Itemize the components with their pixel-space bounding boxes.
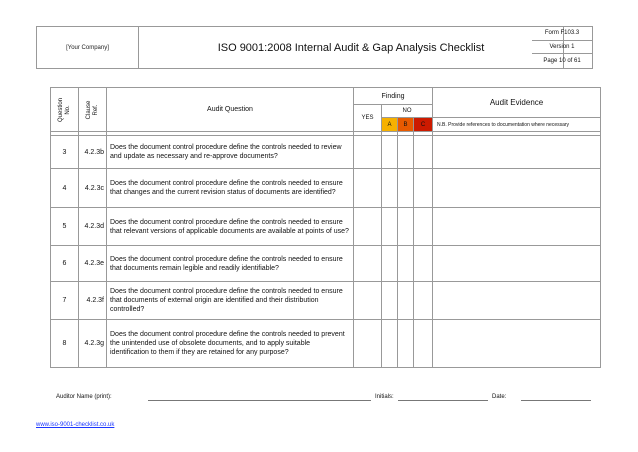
- question-number: 6: [51, 246, 79, 282]
- table-row: [51, 320, 601, 368]
- auditor-name-label: Auditor Name (print):: [56, 394, 112, 400]
- clause-ref: 4.2.3c: [79, 169, 107, 208]
- page-indicator: Page 10 of 61: [543, 58, 581, 65]
- audit-question: Does the document control procedure define the controls needed to ensure that changes and the current revision status of documents are identified?: [107, 169, 354, 208]
- question-number: 4: [51, 169, 79, 208]
- audit-question: Does the document control procedure define the controls needed to ensure that relevant versions of applicable documents are available at points of use?: [107, 208, 354, 246]
- evidence-cell[interactable]: [433, 136, 601, 169]
- grade-a-cell[interactable]: [382, 208, 398, 246]
- grade-b-header: B: [398, 118, 414, 132]
- no-header: NO: [382, 105, 433, 118]
- grade-b-cell[interactable]: [398, 208, 414, 246]
- grade-c-cell[interactable]: [414, 136, 433, 169]
- grade-b-cell[interactable]: [398, 246, 414, 282]
- question-number: 5: [51, 208, 79, 246]
- header-meta: [532, 27, 592, 68]
- clause-ref: 4.2.3e: [79, 246, 107, 282]
- company-name: [Your Company]: [37, 27, 139, 68]
- evidence-cell[interactable]: [433, 320, 601, 368]
- yes-cell[interactable]: [354, 282, 382, 320]
- clause-ref: 4.2.3g: [79, 320, 107, 368]
- audit-evidence-header: Audit Evidence: [433, 88, 601, 118]
- table-row: [51, 208, 601, 246]
- evidence-cell[interactable]: [433, 246, 601, 282]
- yes-cell[interactable]: [354, 246, 382, 282]
- yes-cell[interactable]: [354, 208, 382, 246]
- audit-checklist-table: [50, 87, 601, 368]
- evidence-cell[interactable]: [433, 208, 601, 246]
- grade-a-header: A: [382, 118, 398, 132]
- evidence-cell[interactable]: [433, 169, 601, 208]
- audit-question-header: Audit Question: [107, 88, 354, 132]
- website-link[interactable]: www.iso-9001-checklist.co.uk: [36, 422, 115, 428]
- grade-b-cell[interactable]: [398, 136, 414, 169]
- yes-cell[interactable]: [354, 169, 382, 208]
- clause-ref: 4.2.3d: [79, 208, 107, 246]
- grade-c-header: C: [414, 118, 433, 132]
- clause-ref-header-label: Clause Ref.: [85, 100, 99, 119]
- evidence-cell[interactable]: [433, 282, 601, 320]
- table-row: [51, 246, 601, 282]
- grade-a-cell[interactable]: [382, 246, 398, 282]
- initials-label: Initials:: [375, 394, 394, 400]
- grade-a-cell[interactable]: [382, 136, 398, 169]
- document-title: ISO 9001:2008 Internal Audit & Gap Analysis Checklist: [139, 27, 564, 68]
- question-number: 3: [51, 136, 79, 169]
- grade-b-cell[interactable]: [398, 169, 414, 208]
- finding-header: Finding: [354, 88, 433, 105]
- auditor-name-field[interactable]: [148, 400, 371, 401]
- clause-ref-header: [79, 88, 107, 132]
- grade-c-cell[interactable]: [414, 246, 433, 282]
- audit-question: Does the document control procedure define the controls needed to review and update as necessary and re-approve documents?: [107, 136, 354, 169]
- question-number: 7: [51, 282, 79, 320]
- audit-question: Does the document control procedure define the controls needed to ensure that documents of external origin are identified and their distribution controlled?: [107, 282, 354, 320]
- table-row: [51, 169, 601, 208]
- evidence-note: N.B. Provide references to documentation where necessary: [433, 118, 601, 132]
- audit-question: Does the document control procedure define the controls needed to ensure that documents remain legible and readily identifiable?: [107, 246, 354, 282]
- document-header: [36, 26, 593, 69]
- question-number: 8: [51, 320, 79, 368]
- grade-c-cell[interactable]: [414, 282, 433, 320]
- yes-cell[interactable]: [354, 136, 382, 169]
- question-no-header-label: Question No.: [57, 97, 71, 122]
- grade-b-cell[interactable]: [398, 320, 414, 368]
- clause-ref: 4.2.3b: [79, 136, 107, 169]
- clause-ref: 4.2.3f: [79, 282, 107, 320]
- grade-a-cell[interactable]: [382, 320, 398, 368]
- table-row: [51, 282, 601, 320]
- yes-cell[interactable]: [354, 320, 382, 368]
- grade-c-cell[interactable]: [414, 320, 433, 368]
- table-row: [51, 136, 601, 169]
- audit-question: Does the document control procedure define the controls needed to prevent the unintended use of obsolete documents, and to apply suitable identification to them if they are retained for any purpose?: [107, 320, 354, 368]
- date-label: Date:: [492, 394, 507, 400]
- date-field[interactable]: [521, 400, 591, 401]
- grade-a-cell[interactable]: [382, 282, 398, 320]
- grade-c-cell[interactable]: [414, 208, 433, 246]
- initials-field[interactable]: [398, 400, 488, 401]
- grade-c-cell[interactable]: [414, 169, 433, 208]
- yes-header: YES: [354, 105, 382, 132]
- version-label: Version 1: [532, 41, 592, 55]
- grade-b-cell[interactable]: [398, 282, 414, 320]
- question-no-header: [51, 88, 79, 132]
- grade-a-cell[interactable]: [382, 169, 398, 208]
- form-number: Form F103.3: [532, 27, 592, 41]
